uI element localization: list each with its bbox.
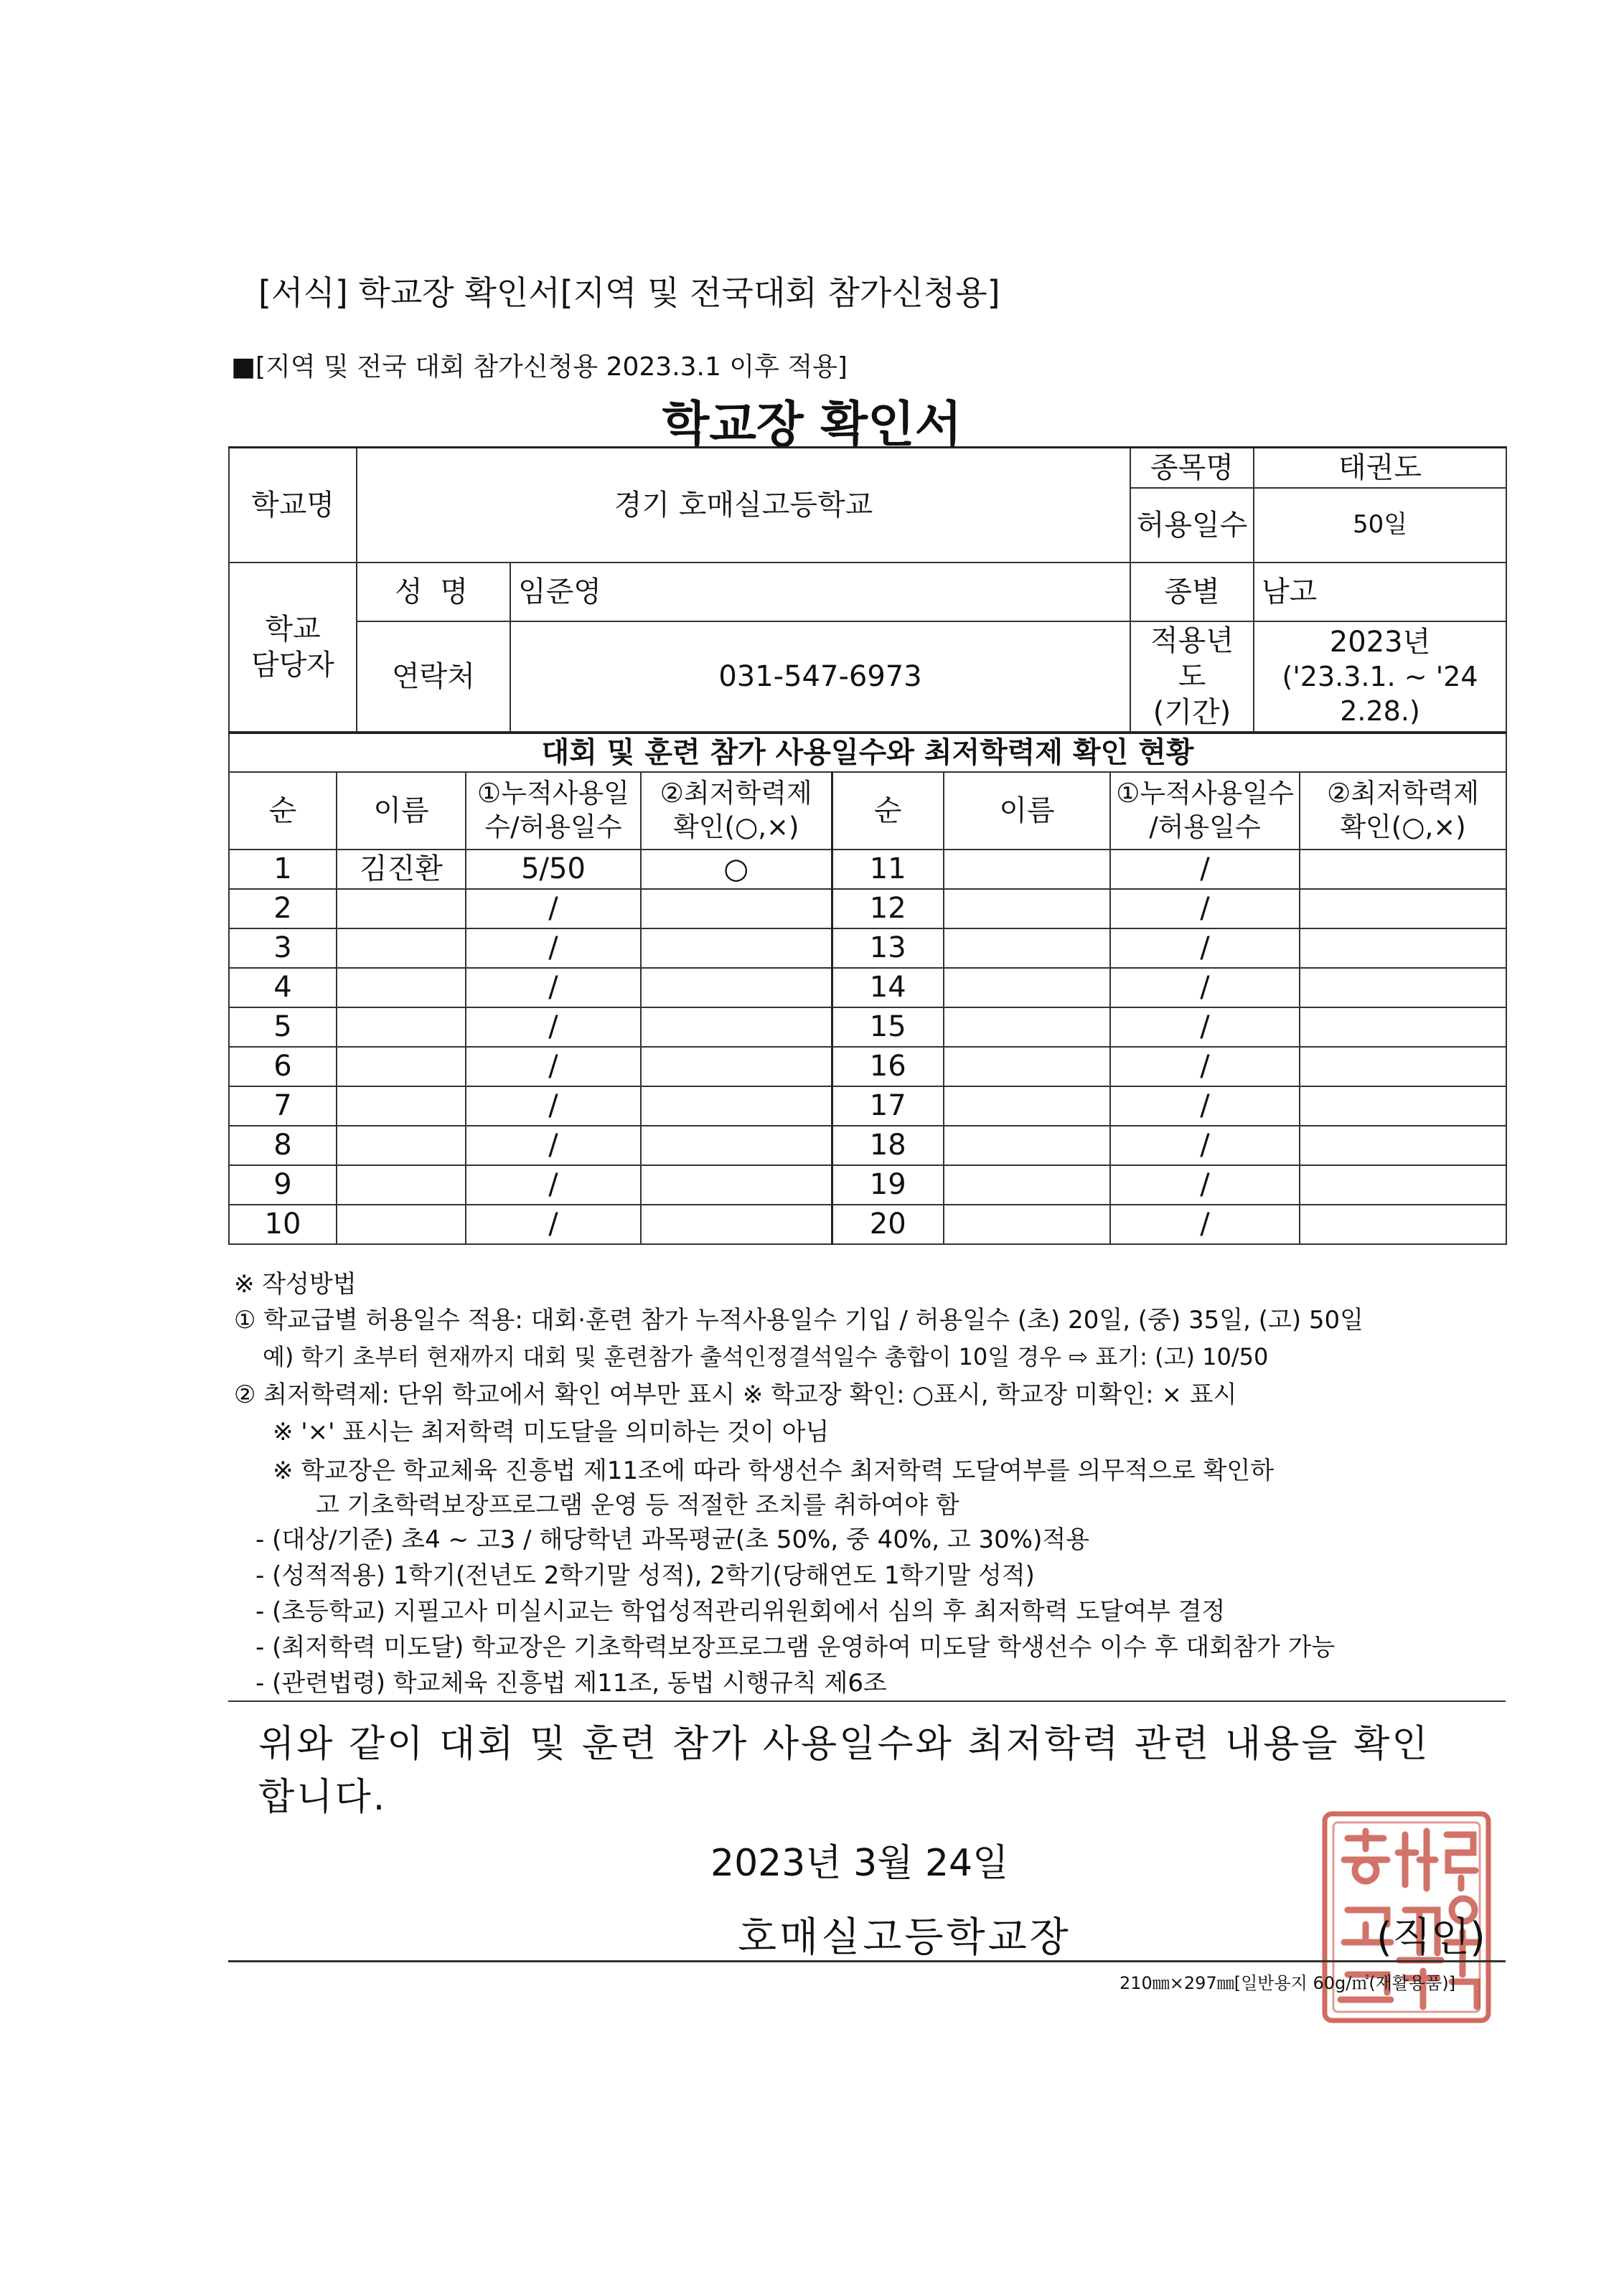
row-check-left [641,968,832,1007]
row-name-right [944,1165,1110,1205]
row-name-right [944,1205,1110,1244]
row-no-left: 7 [229,1086,337,1126]
row-name-left [337,889,466,928]
row-days-left: / [466,1086,641,1126]
row-name-right [944,1086,1110,1126]
detail-3: - (초등학교) 지필고사 미실시교는 학업성적관리위원회에서 심의 후 최저학력 도달여부 결정 [255,1597,1226,1626]
row-days-right: / [1110,1205,1300,1244]
row-no-right: 16 [832,1047,944,1086]
notes-heading: ※ 작성방법 [234,1270,357,1299]
row-name-left [337,1205,466,1244]
signer-name: 호매실고등학교장 [738,1914,1071,1961]
allowed-days-value: 50일 [1254,488,1506,563]
row-check-right [1300,1165,1506,1205]
row-check-left [641,1086,832,1126]
header-days-right: ①누적사용일수 /허용일수 [1110,772,1300,850]
table-row [229,1165,1506,1205]
row-days-left: / [466,1047,641,1086]
row-name-left [337,1047,466,1086]
row-no-left: 1 [229,850,337,889]
row-no-left: 10 [229,1205,337,1244]
row-check-right [1300,1126,1506,1165]
row-name-left [337,968,466,1007]
row-days-right: / [1110,1047,1300,1086]
table-row [229,1205,1506,1244]
note-4b: 고 기초학력보장프로그램 운영 등 적절한 조치를 취하여야 함 [316,1491,959,1520]
row-check-right [1300,1086,1506,1126]
school-value: 경기 호매실고등학교 [357,448,1130,563]
row-name-right [944,889,1110,928]
row-check-right [1300,1205,1506,1244]
row-check-right [1300,1047,1506,1086]
row-check-left [641,1047,832,1086]
form-label: [서식] 학교장 확인서[지역 및 전국대회 참가신청용] [258,273,1000,312]
row-days-right: / [1110,889,1300,928]
detail-1: - (대상/기준) 초4 ~ 고3 / 해당학년 과목평균(초 50%, 중 40%, 고 30%)적용 [255,1525,1090,1554]
manager-label: 학교 담당자 [229,563,357,732]
row-days-left: / [466,889,641,928]
row-check-left [641,1007,832,1047]
row-days-left: / [466,1165,641,1205]
row-name-left [337,1126,466,1165]
row-no-right: 19 [832,1165,944,1205]
issue-date: 2023년 3월 24일 [710,1842,1009,1885]
sport-value: 태권도 [1254,448,1506,488]
category-value: 남고 [1254,563,1506,621]
row-name-right [944,1007,1110,1047]
info-table [228,446,1507,733]
row-days-left: / [466,1126,641,1165]
row-days-left: / [466,968,641,1007]
row-no-right: 18 [832,1126,944,1165]
table-row [229,1047,1506,1086]
row-no-left: 6 [229,1047,337,1086]
row-no-left: 9 [229,1165,337,1205]
row-days-left: / [466,1007,641,1047]
confirm-line-2: 합니다. [258,1776,388,1819]
row-check-left [641,1165,832,1205]
school-label: 학교명 [229,448,357,563]
row-no-right: 14 [832,968,944,1007]
table-row [229,1007,1506,1047]
row-check-right [1300,889,1506,928]
period-label: 적용년도 (기간) [1130,621,1254,732]
note-4a: ※ 학교장은 학교체육 진흥법 제11조에 따라 학생선수 최저학력 도달여부를 의무적으로 확인하 [273,1457,1275,1485]
status-rows [229,850,1506,1244]
row-days-right: / [1110,1126,1300,1165]
header-no-right: 순 [832,772,944,850]
subheader: ■[지역 및 전국 대회 참가신청용 2023.3.1 이후 적용] [231,352,848,382]
row-check-right [1300,1007,1506,1047]
row-days-right: / [1110,850,1300,889]
period-value [1254,621,1506,732]
row-check-right [1300,850,1506,889]
row-days-right: / [1110,1165,1300,1205]
row-name-right [944,928,1110,968]
detail-4: - (최저학력 미도달) 학교장은 기초학력보장프로그램 운영하여 미도달 학생선수 이수 후 대회참가 가능 [255,1633,1336,1662]
divider-bottom [228,1960,1506,1962]
row-days-right: / [1110,928,1300,968]
row-days-right: / [1110,1007,1300,1047]
period-range: ('23.3.1. ~ '24 2.28.) [1282,661,1478,727]
row-check-left [641,1205,832,1244]
row-check-left [641,1126,832,1165]
row-days-left: 5/50 [466,850,641,889]
allowed-days-label: 허용일수 [1130,488,1254,563]
header-no-left: 순 [229,772,337,850]
page-title: 학교장 확인서 [662,397,962,453]
row-name-right [944,850,1110,889]
row-no-right: 17 [832,1086,944,1126]
header-name-right: 이름 [944,772,1110,850]
table-row [229,1126,1506,1165]
row-no-right: 11 [832,850,944,889]
row-name-right [944,968,1110,1007]
row-check-right [1300,928,1506,968]
row-no-left: 2 [229,889,337,928]
status-table [228,732,1507,1245]
header-days-left: ①누적사용일 수/허용일수 [466,772,641,850]
row-name-left [337,1007,466,1047]
row-name-left [337,1086,466,1126]
row-no-left: 8 [229,1126,337,1165]
row-no-left: 3 [229,928,337,968]
seal-label: (직인) [1376,1914,1485,1961]
row-days-left: / [466,1205,641,1244]
row-no-right: 20 [832,1205,944,1244]
status-title: 대회 및 훈련 참가 사용일수와 최저학력제 확인 현황 [229,733,1506,772]
row-days-left: / [466,928,641,968]
header-check-right: ②최저학력제 확인(○,×) [1300,772,1506,850]
table-row [229,928,1506,968]
paper-spec: 210㎜×297㎜[일반용지 60g/㎡(재활용품)] [1120,1973,1456,1993]
name-value: 임준영 [510,563,1130,621]
header-check-left: ②최저학력제 확인(○,×) [641,772,832,850]
row-name-right [944,1126,1110,1165]
row-check-left: ○ [641,850,832,889]
header-name-left: 이름 [337,772,466,850]
row-check-left [641,928,832,968]
row-name-right [944,1047,1110,1086]
row-days-right: / [1110,1086,1300,1126]
row-check-right [1300,968,1506,1007]
detail-2: - (성적적용) 1학기(전년도 2학기말 성적), 2학기(당해연도 1학기말 성적) [255,1561,1035,1590]
row-name-left [337,928,466,968]
note-1a: ① 학교급별 허용일수 적용: 대회·훈련 참가 누적사용일수 기입 / 허용일수 (초) 20일, (중) 35일, (고) 50일 [234,1306,1363,1335]
sport-label: 종목명 [1130,448,1254,488]
confirm-line-1: 위와 같이 대회 및 훈련 참가 사용일수와 최저학력 관련 내용을 확인 [258,1723,1430,1766]
period-year: 2023년 [1329,626,1431,659]
category-label: 종별 [1130,563,1254,621]
row-days-right: / [1110,968,1300,1007]
note-1b: 예) 학기 초부터 현재까지 대회 및 훈련참가 출석인정결석일수 총합이 10일 경우 ⇨ 표기: (고) 10/50 [263,1343,1269,1370]
note-2: ② 최저학력제: 단위 학교에서 확인 여부만 표시 ※ 학교장 확인: ○표시, 학교장 미확인: × 표시 [234,1380,1237,1409]
table-row [229,968,1506,1007]
table-row [229,1086,1506,1126]
row-no-right: 12 [832,889,944,928]
row-no-left: 4 [229,968,337,1007]
name-label: 성 명 [357,563,510,621]
detail-5: - (관련법령) 학교체육 진흥법 제11조, 동법 시행규칙 제6조 [255,1669,887,1698]
row-name-left [337,1165,466,1205]
row-name-left: 김진환 [337,850,466,889]
note-3: ※ '×' 표시는 최저학력 미도달을 의미하는 것이 아님 [273,1418,830,1446]
divider-notes [228,1700,1506,1702]
row-check-left [641,889,832,928]
row-no-right: 13 [832,928,944,968]
table-row [229,889,1506,928]
row-no-right: 15 [832,1007,944,1047]
row-no-left: 5 [229,1007,337,1047]
contact-value: 031-547-6973 [510,621,1130,732]
contact-label: 연락처 [357,621,510,732]
table-row [229,850,1506,889]
